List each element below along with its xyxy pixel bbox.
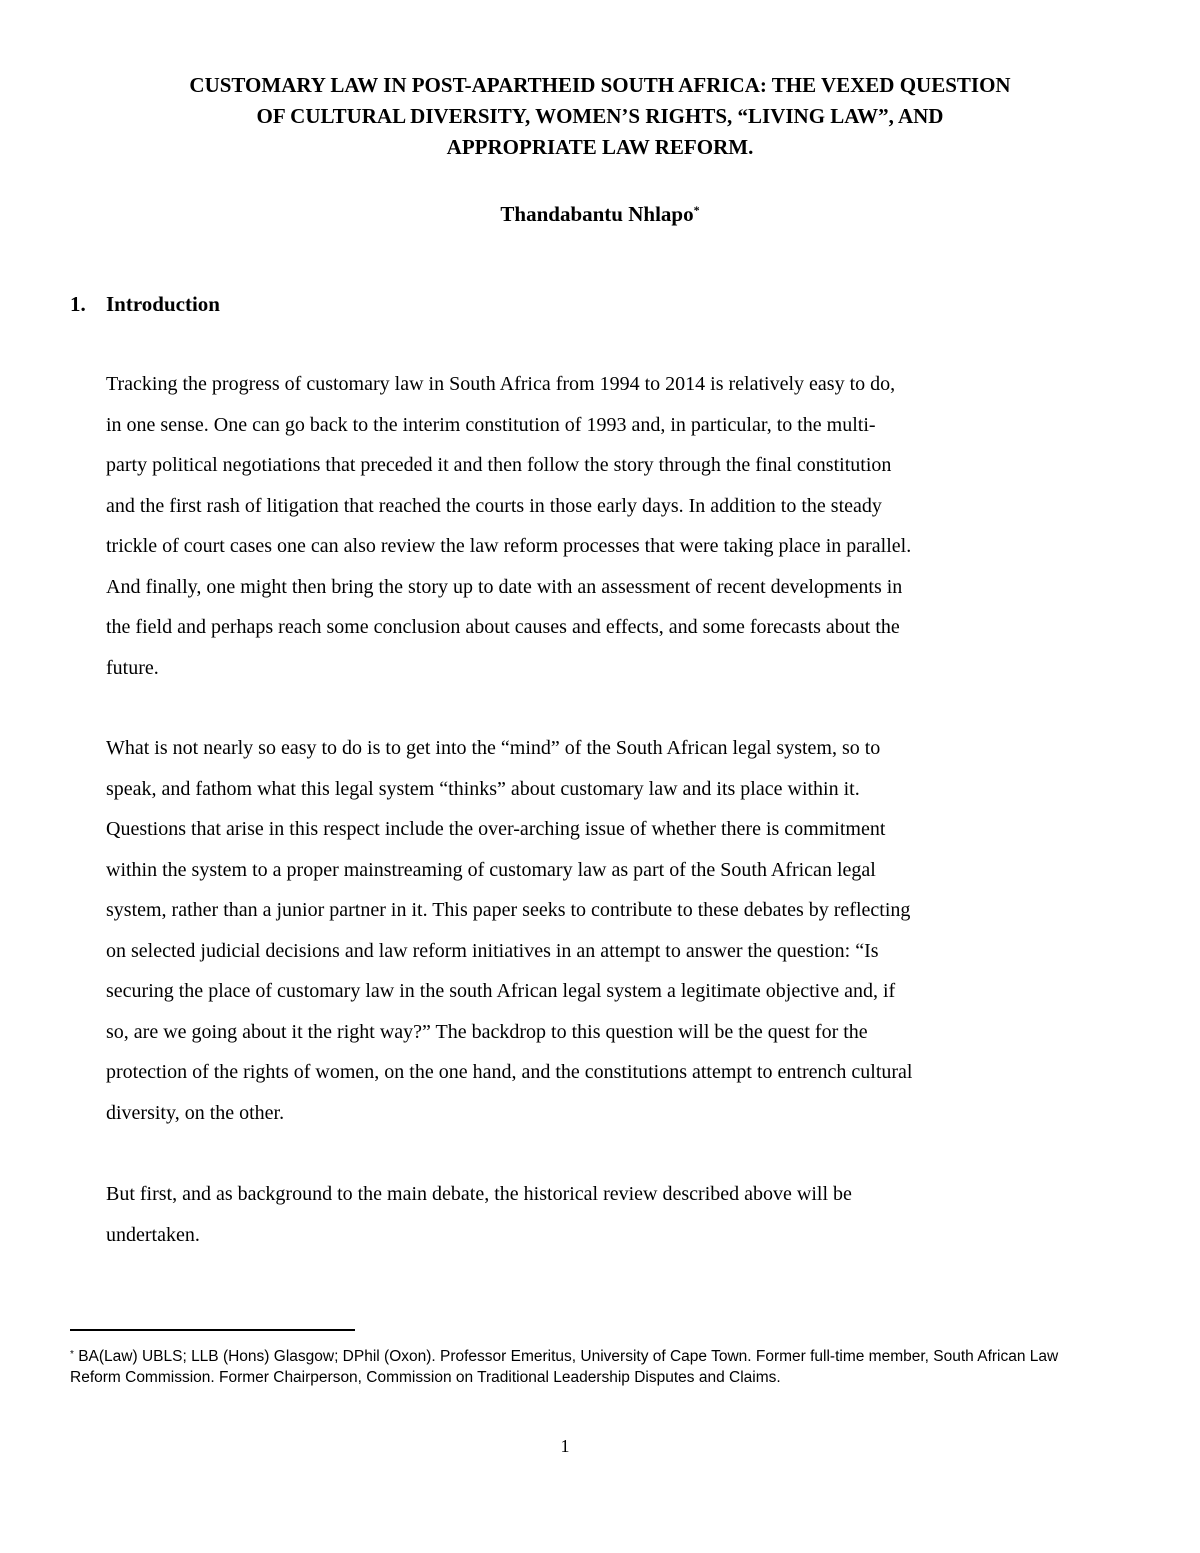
section-number: 1. xyxy=(70,292,86,316)
author-line xyxy=(90,201,1110,227)
footnote-separator xyxy=(70,1329,355,1331)
footnote-marker: * xyxy=(70,1349,74,1360)
text-line: within the system to a proper mainstreaming of customary law as part of the South African legal xyxy=(106,858,876,881)
paragraph xyxy=(106,1174,1066,1255)
footnote-text: BA(Law) UBLS; LLB (Hons) Glasgow; DPhil (Oxon). Professor Emeritus, University of Cape Town. Former full-time member, South African Law Reform Commission. Former Chairperson, Commission on Traditional Leadership Disputes and Claims. xyxy=(70,1348,1059,1386)
text-line: And finally, one might then bring the story up to date with an assessment of recent developments in xyxy=(106,575,903,598)
paragraph xyxy=(106,364,1066,688)
text-line: system, rather than a junior partner in it. This paper seeks to contribute to these debates by reflecting xyxy=(106,899,911,921)
text-line: and the first rash of litigation that reached the courts in those early days. In addition to the steady xyxy=(106,494,882,517)
text-line: so, are we going about it the right way?” The backdrop to this question will be the quest for the xyxy=(106,1020,868,1043)
text-line: future. xyxy=(106,656,159,679)
title-line: APPROPRIATE LAW REFORM. xyxy=(446,135,754,159)
footnote xyxy=(70,1346,1080,1388)
text-line: trickle of court cases one can also review the law reform processes that were taking place in parallel. xyxy=(106,535,912,557)
text-line: But first, and as background to the main debate, the historical review described above will be xyxy=(106,1183,852,1205)
text-line: party political negotiations that preceded it and then follow the story through the final constitution xyxy=(106,454,892,476)
text-line: speak, and fathom what this legal system “thinks” about customary law and its place within it. xyxy=(106,777,860,800)
section-title: Introduction xyxy=(106,292,220,316)
text-line: What is not nearly so easy to do is to get into the “mind” of the South African legal system, so to xyxy=(106,737,881,759)
text-line: protection of the rights of women, on the one hand, and the constitutions attempt to entrench cultural xyxy=(106,1061,913,1083)
text-line: Questions that arise in this respect include the over-arching issue of whether there is commitment xyxy=(106,818,886,840)
paper-title xyxy=(90,70,1110,163)
section-heading xyxy=(70,291,220,317)
author-name: Thandabantu Nhlapo xyxy=(500,202,694,226)
title-line: CUSTOMARY LAW IN POST-APARTHEID SOUTH AFRICA: THE VEXED QUESTION xyxy=(189,73,1011,97)
paragraph xyxy=(106,728,1066,1133)
text-line: in one sense. One can go back to the interim constitution of 1993 and, in particular, to the multi- xyxy=(106,413,876,436)
author-footnote-marker[interactable]: * xyxy=(693,203,700,217)
title-line: OF CULTURAL DIVERSITY, WOMEN’S RIGHTS, “LIVING LAW”, AND xyxy=(256,104,944,128)
text-line: diversity, on the other. xyxy=(106,1101,285,1124)
text-line: undertaken. xyxy=(106,1223,200,1246)
text-line: the field and perhaps reach some conclusion about causes and effects, and some forecasts about the xyxy=(106,616,900,638)
page-number: 1 xyxy=(560,1436,570,1456)
text-line: on selected judicial decisions and law reform initiatives in an attempt to answer the question: “Is xyxy=(106,939,879,962)
text-line: securing the place of customary law in the south African legal system a legitimate objective and, if xyxy=(106,980,896,1002)
text-line: Tracking the progress of customary law in South Africa from 1994 to 2014 is relatively easy to do, xyxy=(106,373,896,395)
